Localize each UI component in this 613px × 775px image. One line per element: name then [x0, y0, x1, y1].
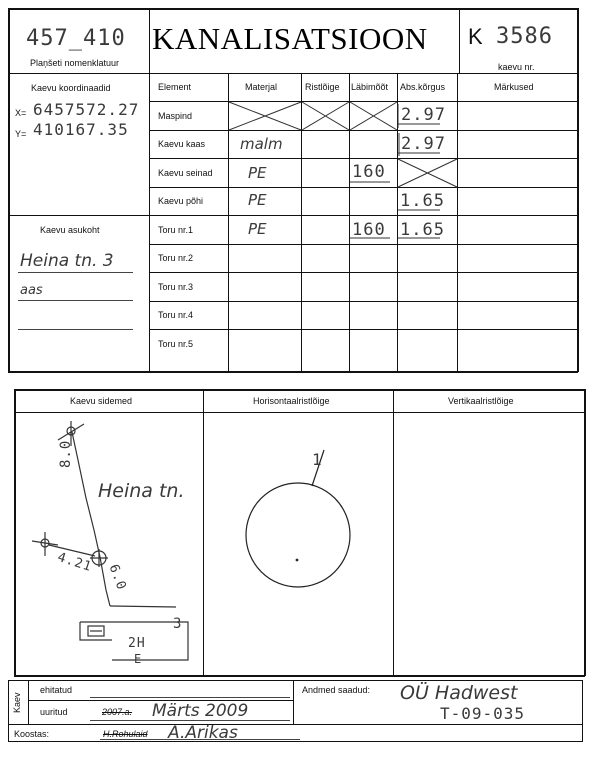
- coords-x-prefix: X=: [15, 108, 27, 118]
- sketch-col1-label: Kaevu sidemed: [70, 396, 133, 406]
- footer-bottom: [8, 741, 583, 742]
- cell-materjal-row4: PE: [248, 191, 267, 209]
- location-line2: aas: [20, 283, 43, 298]
- th-materjal: Materjal: [245, 82, 278, 92]
- sketch-house-label: 2H: [128, 636, 146, 651]
- footer-left: [8, 680, 9, 742]
- k-letter: K: [468, 24, 483, 49]
- footer-author-label: Koostas:: [14, 729, 50, 739]
- row-element-4: Kaevu põhi: [158, 196, 204, 206]
- sketch-dist-c: 6.0: [105, 562, 129, 593]
- row-element-2: Kaevu kaas: [158, 139, 206, 149]
- footer-data-company: OÜ Hadwest: [400, 682, 518, 704]
- row-element-5: Toru nr.1: [158, 225, 194, 235]
- footer-side-label: Kaev: [12, 692, 22, 713]
- footer-surveyed-struck: 2007.a.: [102, 707, 133, 717]
- cell-materjal-row5: PE: [248, 220, 267, 238]
- cell-materjal-row2: malm: [240, 135, 283, 153]
- sketch-col3-label: Vertikaalristlõige: [448, 396, 514, 406]
- footer-mid: [8, 724, 583, 725]
- cell-labimoot-row3: 160: [352, 162, 386, 182]
- footer-surveyed-value: Märts 2009: [152, 701, 249, 721]
- th-abs: Abs.kõrgus: [400, 82, 446, 92]
- footer-top: [8, 680, 583, 681]
- footer-built-label: ehitatud: [40, 685, 73, 695]
- form-title: KANALISATSIOON: [152, 21, 428, 56]
- sketch-house-sub: E: [134, 652, 143, 666]
- sketch-street-label: Heina tn.: [98, 480, 185, 502]
- footer-surveyed-label: uuritud: [40, 707, 68, 717]
- footer-fill-rule-1: [90, 697, 290, 698]
- footer-author-struck: H.Rohulaid: [103, 729, 148, 739]
- th-ristloige: Ristlõige: [305, 82, 340, 92]
- coords-y-prefix: Y=: [15, 129, 27, 139]
- cell-abs-row2: 2.97: [401, 134, 446, 154]
- cell-abs-row5: 1.65: [400, 220, 445, 240]
- footer-right: [582, 680, 583, 742]
- footer-side-divider: [28, 680, 29, 725]
- row-element-9: Toru nr.5: [158, 339, 194, 349]
- pipe-label: 1: [312, 450, 323, 469]
- sketch-dist-a: 8.0: [58, 439, 74, 468]
- sheet-label: Plaņšeti nomenklatuur: [30, 58, 120, 68]
- well-number: 3586: [496, 24, 553, 49]
- th-markused: Märkused: [494, 82, 534, 92]
- coords-y-value: 410167.35: [33, 120, 129, 139]
- row-element-8: Toru nr.4: [158, 310, 194, 320]
- cell-abs-row4: 1.65: [400, 191, 445, 211]
- sheet-handwritten: 457_410: [26, 26, 126, 51]
- footer-data-code: T-09-035: [440, 704, 526, 723]
- row-element-3: Kaevu seinad: [158, 168, 213, 178]
- cell-labimoot-row5: 160: [352, 220, 386, 240]
- well-number-label: kaevu nr.: [498, 62, 535, 72]
- sketch-house-number: 3: [173, 616, 183, 632]
- th-labimoot: Läbimõõt: [351, 82, 389, 92]
- footer-col-divider: [293, 680, 294, 725]
- th-element: Element: [158, 82, 192, 92]
- row-element-1: Maspind: [158, 111, 193, 121]
- cell-materjal-row3: PE: [248, 164, 267, 182]
- location-label: Kaevu asukoht: [40, 225, 100, 235]
- footer-data-label: Andmed saadud:: [302, 685, 371, 695]
- sketch-dist-b: 4.21: [55, 549, 94, 576]
- coords-label: Kaevu koordinaadid: [31, 83, 111, 93]
- location-line1: Heina tn. 3: [20, 251, 114, 271]
- sketch-col2-label: Horisontaalristlõige: [253, 396, 330, 406]
- row-element-7: Toru nr.3: [158, 282, 194, 292]
- cell-abs-row1: 2.97: [401, 105, 446, 125]
- row-element-6: Toru nr.2: [158, 253, 194, 263]
- footer-author-value: A.Arikas: [168, 723, 238, 743]
- coords-x-value: 6457572.27: [33, 100, 140, 119]
